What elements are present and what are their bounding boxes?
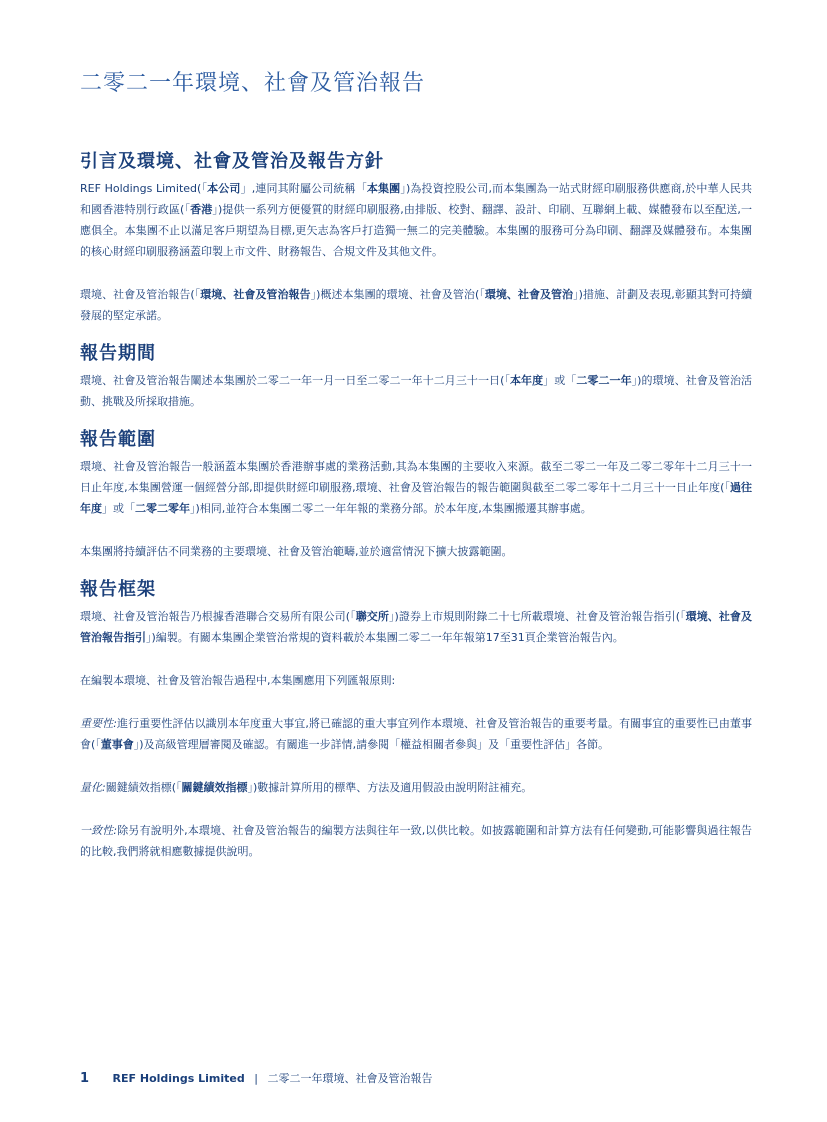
defined-term-company: 本公司: [207, 182, 241, 195]
defined-term-guide: 環境、社會及管治報告指引: [80, 610, 753, 644]
principle-label-quantitative: 量化:: [80, 781, 106, 794]
defined-term-report: 環境、社會及管治報告: [200, 288, 311, 301]
section-heading-period: 報告期間: [80, 343, 156, 364]
principle-label-materiality: 重要性:: [80, 717, 117, 730]
defined-term-kpi: 關鍵績效指標: [181, 781, 248, 794]
framework-paragraph-1: 環境、社會及管治報告乃根據香港聯合交易所有限公司(「聯交所」)證券上市規則附錄二十七所載環境、社會及管治報告指引(「環境、社會及管治報告指引」)編製。有關本集團企業管治常規的資料載於本集團二零二一年年報第17至31頁企業管治報告內。: [80, 610, 753, 644]
page-footer: [80, 1070, 432, 1086]
principle-label-consistency: 一致性:: [80, 824, 118, 837]
scope-paragraph-2: 本集團將持續評估不同業務的主要環境、社會及管治範疇,並於適當情況下擴大披露範圍。: [80, 545, 513, 558]
page-number: 1: [80, 1071, 90, 1086]
defined-term-hk: 香港: [190, 203, 213, 216]
document-title: 二零二一年環境、社會及管治報告: [80, 71, 426, 96]
principle-consistency: 一致性:除另有說明外,本環境、社會及管治報告的編製方法與往年一致,以供比較。如披露範圍和計算方法有任何變動,可能影響與過往報告的比較,我們將就相應數據提供說明。: [80, 824, 752, 858]
defined-term-year: 本年度: [510, 374, 544, 387]
main-content: [80, 150, 752, 862]
section-heading-intro: 引言及環境、社會及管治及報告方針: [80, 151, 384, 172]
intro-paragraph-1: REF Holdings Limited(「本公司」,連同其附屬公司統稱「本集團」)為投資控股公司,而本集團為一站式財經印刷服務供應商,於中華人民共和國香港特別行政區(「香港」)提供一系列方便優質的財經印刷服務,由排版、校對、翻譯、設計、印刷、互聯網上載、媒體發布以至配送,一應俱全。本集團不止以滿足客戶期望為目標,更矢志為客戶打造獨一無二的完美體驗。本集團的服務可分為印刷、翻譯及媒體發布。本集團的核心財經印刷服務涵蓋印製上市文件、財務報告、合規文件及其他文件。: [80, 182, 753, 258]
footer-separator: |: [254, 1072, 258, 1085]
section-heading-scope: 報告範圍: [80, 429, 156, 450]
scope-paragraph-1: 環境、社會及管治報告一般涵蓋本集團於香港辦事處的業務活動,其為本集團的主要收入來源。截至二零二一年及二零二零年十二月三十一日止年度,本集團營運一個經營分部,即提供財經印刷服務,環境、社會及管治報告的報告範圍與截至二零二零年十二月三十一日止年度(「過往年度」或「二零二零年」)相同,並符合本集團二零二一年年報的業務分部。於本年度,本集團搬遷其辦事處。: [80, 460, 752, 515]
defined-term-2020: 二零二零年: [135, 502, 190, 515]
defined-term-exchange: 聯交所: [355, 610, 389, 623]
intro-paragraph-2: 環境、社會及管治報告(「環境、社會及管治報告」)概述本集團的環境、社會及管治(「環境、社會及管治」)措施、計劃及表現,彰顯其對可持續發展的堅定承諾。: [80, 288, 753, 322]
footer-report-name: 二零二一年環境、社會及管治報告: [267, 1072, 433, 1085]
defined-term-board: 董事會: [100, 738, 134, 751]
defined-term-group: 本集團: [366, 182, 401, 195]
period-paragraph-1: 環境、社會及管治報告闡述本集團於二零二一年一月一日至二零二一年十二月三十一日(「本年度」或「二零二一年」)的環境、社會及管治活動、挑戰及所採取措施。: [80, 374, 753, 408]
defined-term-2021: 二零二一年: [576, 374, 632, 387]
footer-company-name: REF Holdings Limited: [112, 1072, 245, 1085]
defined-term-esg: 環境、社會及管治: [484, 288, 574, 301]
framework-paragraph-2: 在編製本環境、社會及管治報告過程中,本集團應用下列匯報原則:: [80, 674, 396, 687]
section-heading-framework: 報告框架: [80, 579, 156, 600]
defined-term-previous-year: 過往年度: [80, 481, 752, 515]
principle-quantitative: 量化:關鍵績效指標(「關鍵績效指標」)數據計算所用的標準、方法及適用假設由說明附註補充。: [80, 781, 533, 794]
principle-materiality: 重要性:進行重要性評估以識別本年度重大事宜,將已確認的重大事宜列作本環境、社會及管治報告的重要考量。有關事宜的重要性已由董事會(「董事會」)及高級管理層審閱及確認。有關進一步詳情,請參閱「權益相關者參與」及「重要性評估」各節。: [80, 717, 752, 751]
